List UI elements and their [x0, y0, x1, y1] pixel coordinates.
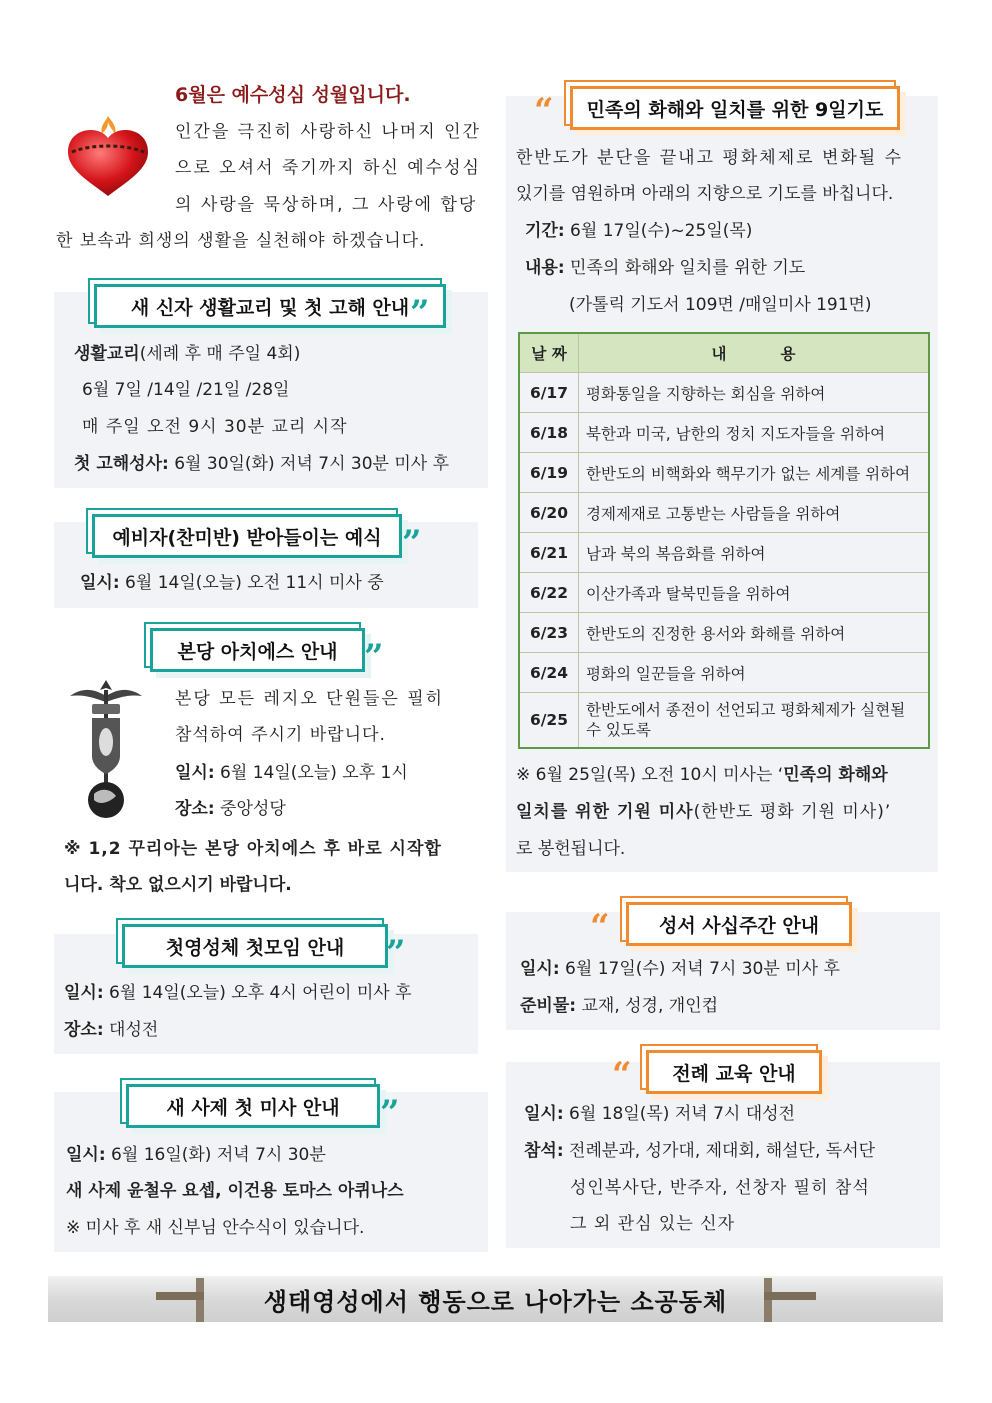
novena-note-2 [516, 804, 891, 821]
bible-week-date-label: 일시: [520, 959, 560, 979]
novena-intro-2: 있기를 염원하며 아래의 지향으로 기도를 바칩니다. [516, 184, 894, 204]
bible-week-date-value: 6월 17일(수) 저녁 7시 30분 미사 후 [559, 959, 840, 979]
row-date: 6/25 [519, 693, 579, 749]
acies-line-1: 본당 모든 레지오 단원들은 필히 [175, 689, 445, 709]
novena-note-3: 로 봉헌됩니다. [516, 839, 626, 859]
acies-heading-text: 본당 아치에스 안내 [177, 640, 338, 663]
bible-week-prep-value: 교재, 성경, 개인컵 [576, 996, 719, 1016]
first-communion-date [64, 985, 412, 1002]
quote-icon: “ [612, 1055, 632, 1095]
row-text: 한반도의 비핵화와 핵무기가 없는 세계를 위하여 [579, 453, 930, 493]
bible-week-date [520, 961, 840, 978]
acies-place-value: 중앙성당 [214, 799, 286, 819]
catechumen-heading-text: 예비자(찬미반) 받아들이는 예식 [112, 526, 382, 549]
new-priest-heading [126, 1084, 380, 1128]
catechumen-heading [92, 514, 402, 558]
catechumen-label: 일시: [80, 573, 120, 593]
novena-note-1b: 민족의 화해와 [783, 765, 888, 785]
liturgy-date [524, 1106, 795, 1123]
acies-date [175, 765, 408, 782]
confession-label: 첫 고해성사: [74, 454, 169, 474]
acies-date-label: 일시: [175, 763, 215, 783]
first-communion-place-value: 대성전 [103, 1020, 159, 1040]
catechism-dates: 6월 7일 /14일 /21일 /28일 [82, 380, 290, 400]
table-header-row [519, 333, 929, 373]
novena-period [525, 223, 752, 240]
acies-note-1: ※ 1,2 꾸리아는 본당 아치에스 후 바로 시작합 [64, 839, 442, 859]
row-date: 6/17 [519, 373, 579, 413]
heart-line-4: 한 보속과 희생의 생활을 실천해야 하겠습니다. [56, 231, 426, 251]
first-communion-heading-text: 첫영성체 첫모임 안내 [165, 936, 345, 959]
bible-week-heading [626, 902, 852, 946]
quote-icon: “ [534, 91, 554, 131]
row-date: 6/24 [519, 653, 579, 693]
signpost-left-icon [156, 1278, 212, 1322]
row-date: 6/20 [519, 493, 579, 533]
confession-line [74, 456, 449, 473]
catechumen-date [80, 575, 384, 592]
novena-content-label: 내용: [525, 258, 565, 278]
table-row [519, 653, 929, 693]
signpost-right-icon [758, 1278, 818, 1322]
row-date: 6/21 [519, 533, 579, 573]
liturgy-heading [646, 1050, 822, 1094]
acies-place [175, 801, 286, 818]
acies-heading [150, 628, 365, 672]
table-row [519, 693, 929, 749]
confession-value: 6월 30일(화) 저녁 7시 30분 미사 후 [168, 454, 450, 474]
novena-heading [570, 86, 900, 130]
new-priest-date [66, 1147, 326, 1164]
heart-line-2: 으로 오셔서 죽기까지 하신 예수성심 [175, 158, 481, 178]
quote-icon: ” [402, 523, 422, 563]
new-priest-note: ※ 미사 후 새 신부님 안수식이 있습니다. [66, 1218, 365, 1238]
bible-week-prep-label: 준비물: [520, 996, 577, 1016]
novena-table [518, 332, 930, 749]
new-priest-date-value: 6월 16일(화) 저녁 7시 30분 [105, 1145, 326, 1165]
bible-week-prep [520, 998, 718, 1015]
quote-icon: ” [364, 637, 384, 677]
heart-line-3: 의 사랑을 묵상하며, 그 사랑에 합당 [175, 195, 478, 215]
row-date: 6/18 [519, 413, 579, 453]
acies-place-label: 장소: [175, 799, 215, 819]
heart-line-1: 인간을 극진히 사랑하신 나머지 인간 [175, 122, 481, 142]
row-text: 이산가족과 탈북민들을 위하여 [579, 573, 930, 613]
row-date: 6/19 [519, 453, 579, 493]
table-header-content: 내 용 [579, 333, 930, 373]
row-text: 경제제재로 고통받는 사람들을 위하여 [579, 493, 930, 533]
novena-heading-text: 민족의 화해와 일치를 위한 9일기도 [586, 98, 884, 121]
liturgy-attend [524, 1143, 875, 1160]
novena-period-value: 6월 17일(수)~25일(목) [564, 221, 753, 241]
novena-note-1 [516, 767, 888, 784]
heart-title: 6월은 예수성심 성월입니다. [175, 84, 411, 106]
footer-banner-text: 생태영성에서 행동으로 나아가는 소공동체 [263, 1287, 728, 1316]
catechism-time: 매 주일 오전 9시 30분 교리 시작 [82, 417, 348, 437]
table-row [519, 533, 929, 573]
first-communion-date-value: 6월 14일(오늘) 오후 4시 어린이 미사 후 [103, 983, 412, 1003]
row-text: 한반도에서 종전이 선언되고 평화체제가 실현될 수 있도록 [579, 693, 930, 749]
quote-icon: ” [410, 293, 430, 333]
table-row [519, 413, 929, 453]
row-date: 6/22 [519, 573, 579, 613]
table-row [519, 453, 929, 493]
catechism-schedule: (세례 후 매 주일 4회) [139, 344, 301, 364]
catechism-heading [94, 284, 446, 333]
table-header-date: 날 짜 [519, 333, 579, 373]
quote-icon: ” [380, 1093, 400, 1133]
liturgy-date-label: 일시: [524, 1104, 564, 1124]
acies-note-2: 니다. 착오 없으시기 바랍니다. [64, 875, 292, 895]
table-row [519, 613, 929, 653]
novena-note-2b: (한반도 평화 기원 미사)’ [693, 802, 892, 822]
new-priest-heading-text: 새 사제 첫 미사 안내 [166, 1096, 340, 1119]
quote-icon: “ [590, 907, 610, 947]
liturgy-attend-value: 전례분과, 성가대, 제대회, 해설단, 독서단 [563, 1141, 876, 1161]
novena-period-label: 기간: [525, 221, 565, 241]
row-text: 평화의 일꾼들을 위하여 [579, 653, 930, 693]
liturgy-attend-label: 참석: [524, 1141, 564, 1161]
novena-note-1a: ※ 6월 25일(목) 오전 10시 미사는 ‘ [516, 765, 784, 785]
catechism-heading-text: 새 신자 생활교리 및 첫 고해 안내 [130, 296, 410, 319]
novena-intro-1: 한반도가 분단을 끝내고 평화체제로 변화될 수 [516, 148, 904, 168]
table-row [519, 493, 929, 533]
new-priest-date-label: 일시: [66, 1145, 106, 1165]
novena-content [525, 260, 805, 277]
row-text: 남과 북의 복음화를 위하여 [579, 533, 930, 573]
liturgy-date-value: 6월 18일(목) 저녁 7시 대성전 [563, 1104, 796, 1124]
liturgy-heading-text: 전례 교육 안내 [672, 1062, 796, 1085]
sacred-heart-icon [60, 108, 156, 200]
row-text: 북한과 미국, 남한의 정치 지도자들을 위하여 [579, 413, 930, 453]
novena-reference: (가톨릭 기도서 109면 /매일미사 191면) [569, 295, 872, 315]
bible-week-heading-text: 성서 사십주간 안내 [658, 914, 820, 937]
first-communion-place-label: 장소: [64, 1020, 104, 1040]
acies-date-value: 6월 14일(오늘) 오후 1시 [214, 763, 408, 783]
table-row [519, 573, 929, 613]
first-communion-date-label: 일시: [64, 983, 104, 1003]
acies-line-2: 참석하여 주시기 바랍니다. [175, 725, 386, 745]
catechism-line-1 [74, 346, 300, 363]
novena-note-2a: 일치를 위한 기원 미사 [516, 802, 694, 822]
legion-standard-icon [66, 676, 146, 820]
new-priest-names: 새 사제 윤철우 요셉, 이건용 토마스 아퀴나스 [66, 1181, 404, 1201]
liturgy-attend-3: 그 외 관심 있는 신자 [570, 1214, 735, 1234]
liturgy-attend-2: 성인복사단, 반주자, 선창자 필히 참석 [570, 1178, 870, 1198]
row-date: 6/23 [519, 613, 579, 653]
catechism-label: 생활교리 [74, 344, 140, 364]
novena-content-value: 민족의 화해와 일치를 위한 기도 [564, 258, 806, 278]
first-communion-heading [122, 924, 388, 968]
first-communion-place [64, 1022, 158, 1039]
row-text: 한반도의 진정한 용서와 화해를 위하여 [579, 613, 930, 653]
row-text: 평화통일을 지향하는 회심을 위하여 [579, 373, 930, 413]
catechumen-value: 6월 14일(오늘) 오전 11시 미사 중 [119, 573, 384, 593]
table-row [519, 373, 929, 413]
quote-icon: ” [386, 933, 406, 973]
